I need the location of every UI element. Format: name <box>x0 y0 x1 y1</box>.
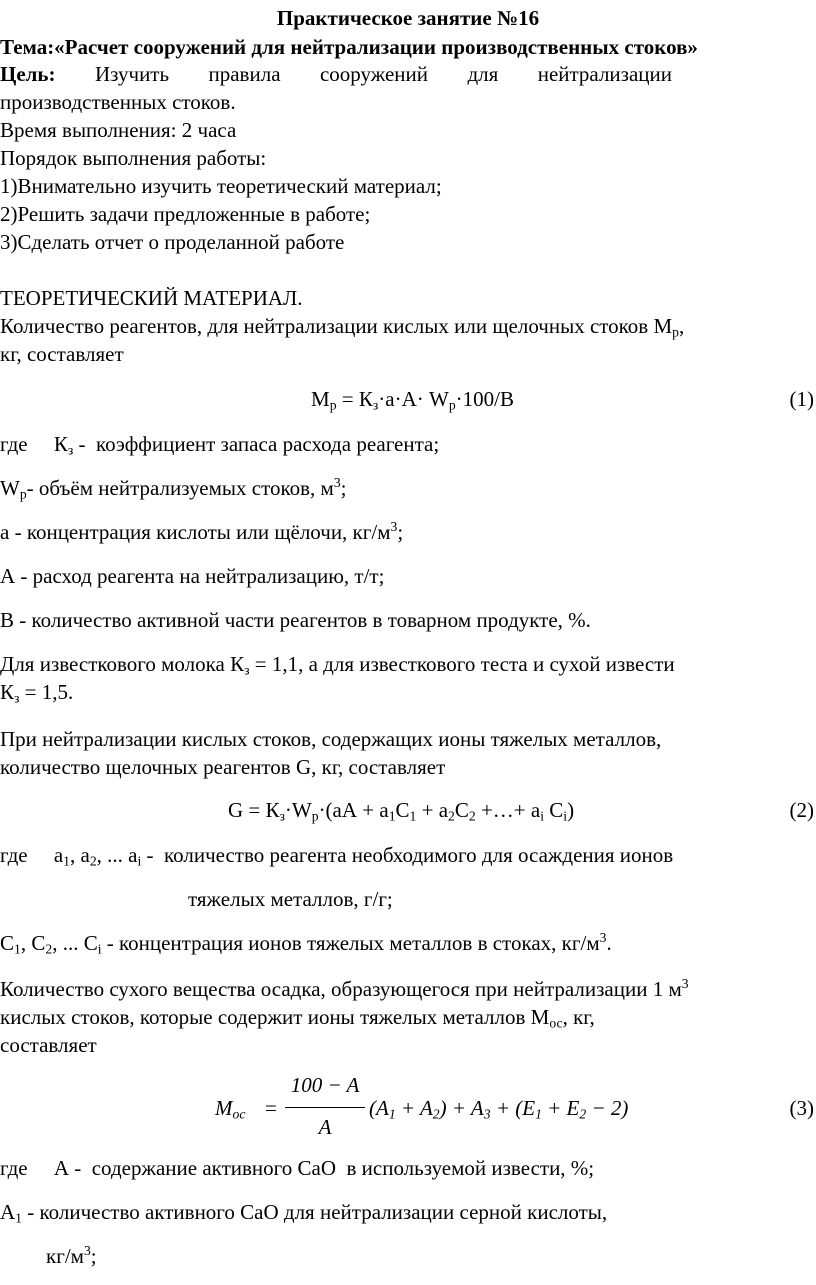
paragraph-2-line-2: $К_з = 1,5$. <box>0 680 74 706</box>
fraction-denominator: A <box>318 1115 332 1139</box>
theory-heading: ТЕОРЕТИЧЕСКИЙ МАТЕРИАЛ. <box>0 286 303 310</box>
equation-1-number: (1) <box>789 387 814 411</box>
paragraph-2-line-1: Для известкового молока $К_з = 1,1$, а для известкового теста и сухой извести <box>0 652 675 678</box>
definition-a1-continuation: $кг/м^3$; <box>46 1242 97 1268</box>
equation-2: $G = К_з\cdot W_р\cdot(аА + а_1С_1 + а_2С_2$ +…+ $а_i$ $С_i$) <box>228 798 575 824</box>
paragraph-4-line-3: составляет <box>0 1033 97 1057</box>
step-1: 1)Внимательно изучить теоретический материал; <box>0 174 442 198</box>
definition-cao: где А - содержание активного СаО в используемой извести, %; <box>0 1156 595 1180</box>
definition-a1: $А_1$ - количество активного СаО для нейтрализации серной кислоты, <box>0 1200 608 1226</box>
equation-1: $М_р = К_з\cdot а\cdot А\cdot W_р\cdot 100/В$ <box>311 387 514 413</box>
paragraph-1-line-1: Количество реагентов, для нейтрализации кислых или щелочных стоков $М_р$, <box>0 314 685 340</box>
goal-word: правила <box>208 62 281 86</box>
goal-word: Изучить <box>94 62 170 86</box>
definition-B: В - количество активной части реагентов в товарном продукте, %. <box>0 608 591 632</box>
step-2: 2)Решить задачи предложенные в работе; <box>0 202 371 226</box>
paragraph-4-line-1: Количество сухого вещества осадка, образующегося при нейтрализации 1 $м^3$ <box>0 975 689 1001</box>
paragraph-3-line-2: количество щелочных реагентов G, кг, составляет <box>0 755 446 779</box>
order-heading: Порядок выполнения работы: <box>0 146 267 170</box>
goal-word: сооружений <box>319 62 428 86</box>
time: Время выполнения: 2 часа <box>0 118 237 142</box>
definition-ci: $С_1$, $С_2$, ... $С_i$ - концентрация ионов тяжелых металлов в стоках, $кг/м^3$. <box>0 929 612 957</box>
paragraph-4-line-2: кислых стоков, которые содержит ионы тяжелых металлов $М_{ос}$, кг, <box>0 1005 595 1031</box>
paragraph-1-line-2: кг, составляет <box>0 342 124 366</box>
goal-word: нейтрализации <box>537 62 672 86</box>
equation-3-number: (3) <box>789 1096 814 1120</box>
fraction-numerator: 100 − A <box>290 1073 360 1097</box>
definition-a: а - концентрация кислоты или щёлочи, $кг/м^3$; <box>0 518 404 544</box>
equation-2-number: (2) <box>789 798 814 822</box>
goal-continuation: производственных стоков. <box>0 90 236 114</box>
definition-ai: где $а_1$, $а_2$, ... $а_i$ - количество реагента необходимого для осаждения ионов <box>0 843 674 869</box>
step-3: 3)Сделать отчет о проделанной работе <box>0 230 345 254</box>
definition-k: где $К_з$ - коэффициент запаса расхода реагента; <box>0 432 440 458</box>
paragraph-3-line-1: При нейтрализации кислых стоков, содержащих ионы тяжелых металлов, <box>0 727 662 751</box>
goal-word: для <box>467 62 499 86</box>
page-title: Практическое занятие №16 <box>276 6 540 30</box>
goal-line <box>0 62 672 86</box>
topic: Тема:«Расчет сооружений для нейтрализации производственных стоков» <box>0 35 698 59</box>
goal-label: Цель: <box>0 62 56 86</box>
definition-w: $W_р-$ объём нейтрализуемых стоков, $м^3$; <box>0 474 347 502</box>
definition-ai-continuation: тяжелых металлов, г/г; <box>188 887 393 911</box>
definition-A: А - расход реагента на нейтрализацию, т/т; <box>0 564 385 588</box>
equation-3: $M_{ос}$ = 100 − A A $(A_1 + A_2) + A_3 + (E_1 + E_2 - 2)$ <box>215 1073 629 1139</box>
fraction-bar <box>285 1107 365 1108</box>
